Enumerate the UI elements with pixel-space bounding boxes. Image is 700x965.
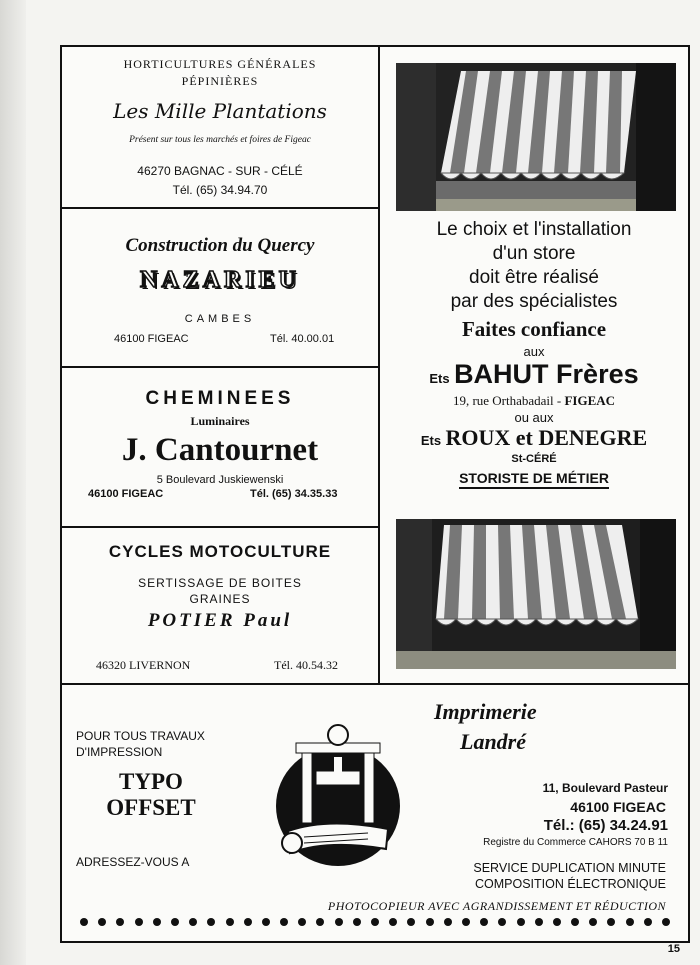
page-spine-shadow: [0, 0, 26, 965]
ad-horticultures: [62, 47, 380, 209]
ad-construction: [62, 207, 380, 368]
impr-offset: OFFSET: [106, 795, 196, 820]
bullet-dot: [171, 918, 179, 926]
bullet-dot: [226, 918, 234, 926]
impr-typo: TYPO: [119, 769, 183, 794]
cheminees-address: 5 Boulevard Juskiewenski: [156, 474, 284, 486]
construction-town: CAMBES: [184, 313, 256, 325]
construction-title: Construction du Quercy: [125, 235, 315, 256]
impr-adressez: ADRESSEZ-VOUS A: [76, 855, 190, 869]
cheminees-tel: Tél. (65) 34.35.33: [250, 488, 338, 500]
dotted-rule: [80, 915, 670, 929]
awning-illustration-bottom: [396, 519, 676, 669]
cheminees-name: J. Cantournet: [121, 432, 319, 468]
bullet-dot: [480, 918, 488, 926]
horti-line1: HORTICULTURES GÉNÉRALES: [123, 57, 317, 71]
ad-cycles: [62, 526, 380, 685]
bullet-dot: [426, 918, 434, 926]
store-ets1: Ets: [429, 371, 450, 386]
horti-address: 46270 BAGNAC - SUR - CÉLÉ: [137, 164, 303, 178]
bullet-dot: [498, 918, 506, 926]
bullet-dot: [535, 918, 543, 926]
cycles-name: POTIER Paul: [147, 610, 293, 631]
cheminees-city: 46100 FIGEAC: [88, 488, 164, 500]
store-l4: par des spécialistes: [450, 291, 618, 312]
awning-stripes-bottom: [436, 525, 638, 619]
bullet-dot: [116, 918, 124, 926]
store-ets2: Ets: [420, 433, 442, 448]
store-addr1: 19, rue Orthabadail -: [452, 393, 565, 408]
bullet-dot: [244, 918, 252, 926]
advertisement-page: [60, 45, 690, 943]
store-name1: BAHUT Frères: [454, 359, 639, 389]
ad-imprimerie: [62, 683, 688, 943]
store-l7: ou aux: [514, 410, 554, 425]
store-trade: STORISTE DE MÉTIER: [459, 470, 609, 489]
cheminees-subtitle: Luminaires: [190, 414, 250, 428]
impr-service2: COMPOSITION ÉLECTRONIQUE: [475, 877, 666, 891]
cheminees-title: CHEMINEES: [145, 388, 295, 409]
impr-city: 46100 FIGEAC: [570, 799, 666, 815]
awning-stripes-top: [441, 71, 636, 173]
bullet-dot: [135, 918, 143, 926]
bullet-dot: [517, 918, 525, 926]
page-number: 15: [667, 943, 680, 955]
store-trade-wrap: [378, 470, 690, 488]
bullet-dot: [335, 918, 343, 926]
bullet-dot: [589, 918, 597, 926]
awning-illustration-top: [396, 63, 676, 211]
store-bahut-line: [378, 359, 690, 390]
construction-name: NAZARIEU: [139, 267, 300, 293]
bullet-dot: [98, 918, 106, 926]
bullet-dot: [662, 918, 670, 926]
cycles-tel: Tél. 40.54.32: [274, 658, 338, 672]
bullet-dot: [280, 918, 288, 926]
bullet-dot: [462, 918, 470, 926]
store-l2: d'un store: [492, 243, 576, 264]
construction-city: 46100 FIGEAC: [114, 333, 189, 345]
impr-pour2: D'IMPRESSION: [76, 745, 163, 759]
impr-service1: SERVICE DUPLICATION MINUTE: [473, 861, 666, 875]
bullet-dot: [553, 918, 561, 926]
bullet-dot: [316, 918, 324, 926]
awning-photo-top: [396, 63, 676, 211]
cycles-line1: SERTISSAGE DE BOITES: [138, 576, 302, 590]
bullet-dot: [644, 918, 652, 926]
store-l5: Faites confiance: [461, 317, 607, 341]
ad-cheminees: [62, 366, 380, 528]
bullet-dot: [298, 918, 306, 926]
bullet-dot: [353, 918, 361, 926]
bullet-dot: [80, 918, 88, 926]
construction-tel: Tél. 40.00.01: [270, 333, 335, 345]
impr-address: 11, Boulevard Pasteur: [542, 781, 668, 795]
ad-store: [378, 47, 690, 685]
horti-tel: Tél. (65) 34.94.70: [172, 183, 268, 197]
store-name2: ROUX et DENEGRE: [445, 425, 648, 450]
bullet-dot: [389, 918, 397, 926]
bullet-dot: [626, 918, 634, 926]
store-city1: FIGEAC: [564, 393, 616, 408]
cycles-city: 46320 LIVERNON: [96, 658, 191, 672]
impr-registre: Registre du Commerce CAHORS 70 B 11: [483, 837, 668, 848]
horti-name: Les Mille Plantations: [113, 99, 327, 123]
impr-name1: Imprimerie: [434, 699, 537, 724]
horti-tagline: Présent sur tous les marchés et foires de Figeac: [129, 135, 311, 145]
bullet-dot: [153, 918, 161, 926]
awning-photo-bottom: [396, 519, 676, 669]
bullet-dot: [371, 918, 379, 926]
bullet-dot: [607, 918, 615, 926]
store-addr-line: [378, 393, 690, 409]
bullet-dot: [207, 918, 215, 926]
cycles-line2: GRAINES: [189, 592, 251, 606]
store-l1: Le choix et l'installation: [436, 219, 632, 240]
impr-name2: Landré: [460, 729, 526, 754]
cycles-title: CYCLES MOTOCULTURE: [108, 542, 332, 561]
printing-press-icon: [268, 721, 408, 871]
bullet-dot: [444, 918, 452, 926]
store-l3: doit être réalisé: [469, 267, 599, 288]
horti-line2: PÉPINIÈRES: [181, 74, 259, 88]
store-l6: aux: [523, 344, 545, 359]
bullet-dot: [262, 918, 270, 926]
impr-pour1: POUR TOUS TRAVAUX: [76, 729, 205, 743]
store-city2: St-CÉRÉ: [511, 453, 557, 465]
bullet-dot: [189, 918, 197, 926]
bullet-dot: [571, 918, 579, 926]
bullet-dot: [407, 918, 415, 926]
impr-photocopieur: PHOTOCOPIEUR AVEC AGRANDISSEMENT ET RÉDUCTION: [327, 899, 666, 913]
impr-tel: Tél.: (65) 34.24.91: [543, 817, 668, 834]
store-roux-line: [378, 425, 690, 451]
